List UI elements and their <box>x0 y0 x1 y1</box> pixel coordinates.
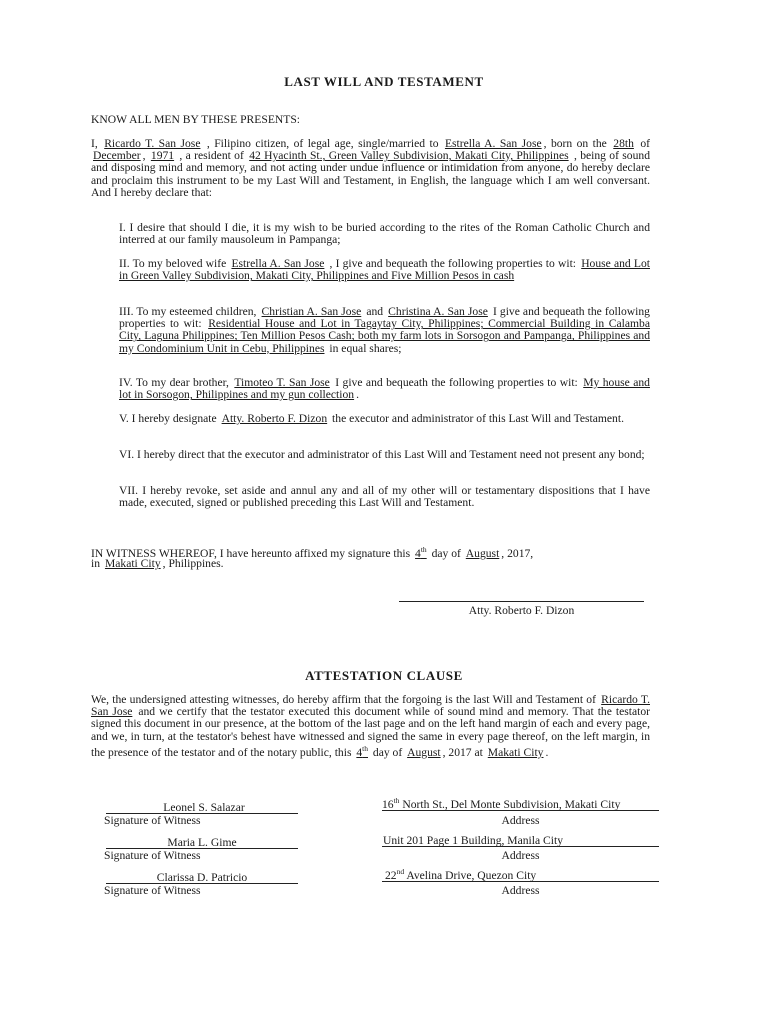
clause-4: IV. To my dear brother, Timoteo T. San Jose I give and bequeath the following properties to wit: My house and lot in Sorsogon, Philippines and my gun collection . <box>119 376 650 402</box>
wife-properties: House and Lot in Green Valley Subdivision, Makati City, Philippines and Five Million Pesos in cash <box>119 257 650 283</box>
clause-5: V. I hereby designate Atty. Roberto F. Dizon the executor and administrator of this Last Will and Testament. <box>119 412 624 425</box>
witness-3-signature-label: Signature of Witness <box>104 884 201 897</box>
witness-whereof-line: IN WITNESS WHEREOF, I have hereunto affixed my signature this 4th day of August , 2017, <box>91 545 534 560</box>
attestation-day: 4th <box>356 743 368 759</box>
testator-signature-name: Atty. Roberto F. Dizon <box>468 604 575 617</box>
sign-month: August <box>465 546 500 560</box>
birth-month: December <box>93 149 141 163</box>
attestation-month: August <box>407 745 441 759</box>
witness-2-address: Unit 201 Page 1 Building, Manila City <box>383 833 564 847</box>
witness-2-address-label: Address <box>501 849 540 862</box>
attestation-title: ATTESTATION CLAUSE <box>305 668 463 683</box>
children-properties: Residential House and Lot in Tagaytay City, Philippines; Commercial Building in Calamba City, Laguna Philippines; Ten Million Pesos Cash; both my farm lots in Sorsogon and Pampanga, Philippines and my Condominium Unit in Cebu, Philippines <box>119 317 650 355</box>
clause-6: VI. I hereby direct that the executor and administrator of this Last Will and Testament need not present any bond; <box>119 448 645 461</box>
sign-city: Makati City <box>104 557 161 570</box>
testator-address: 42 Hyacinth St., Green Valley Subdivision, Makati City, Philippines <box>249 149 569 163</box>
witness-3-address-label: Address <box>501 884 540 897</box>
witness-1-address-label: Address <box>501 814 540 827</box>
testator-signature-line <box>399 601 644 602</box>
sign-place-line: in Makati City , Philippines. <box>91 557 224 570</box>
spouse-name: Estrella A. San Jose <box>444 137 542 150</box>
child-2-name: Christina A. San Jose <box>388 305 488 318</box>
witness-3-name: Clarissa D. Patricio <box>156 871 248 884</box>
attestation-paragraph: We, the undersigned attesting witnesses, do hereby affirm that the forgoing is the last Will and Testament of Ricardo T. San Jose and we certify that the testator executed this document while of sound mind and memory. That the testator signed this document in our presence, at the bottom of the last page and on the left hand margin of each and every page, and we, in turn, at the testator's behest have witnessed and signed the same in every page thereof, on the left margin, in the presence of the testator and of the notary public, this 4th day of August , 2017 at Makati City . <box>91 693 650 759</box>
clause-7: VII. I hereby revoke, set aside and annul any and all of my other will or testamentary dispositions that I have made, executed, signed or published preceding this Last Will and Testament. <box>119 484 650 510</box>
sign-day: 4th <box>415 545 427 560</box>
witness-1-signature-label: Signature of Witness <box>104 814 201 827</box>
attestation-city: Makati City <box>487 745 544 759</box>
witness-1-address-line <box>382 810 659 811</box>
clause-2: II. To my beloved wife Estrella A. San Jose , I give and bequeath the following properties to wit: House and Lot in Green Valley Subdivision, Makati City, Philippines and Five Million Pesos in cash <box>119 257 650 283</box>
attestation-testator-name: Ricardo T. San Jose <box>91 693 650 719</box>
testator-name: Ricardo T. San Jose <box>104 137 201 150</box>
declaration-paragraph: I, Ricardo T. San Jose , Filipino citizen, of legal age, single/married to Estrella A. San Jose , born on the 28th of December , 1971 , a resident of 42 Hyacinth St., Green Valley Subdivision, Makati City, Philippines , being of sound and disposing mind and memory, and not acting under undue influence or intimidation from anyone, do hereby declare and proclaim this instrument to be my Last Will and Testament, in English, the language which I am well conversant. And I hereby declare that: <box>91 137 650 199</box>
witness-2-signature-label: Signature of Witness <box>104 849 201 862</box>
brother-name: Timoteo T. San Jose <box>234 376 330 389</box>
child-1-name: Christian A. San Jose <box>261 305 362 318</box>
clause-1: I. I desire that should I die, it is my wish to be buried according to the rites of the Roman Catholic Church and interred at our family mausoleum in Pampanga; <box>119 221 650 247</box>
witness-3-address: 22nd Avelina Drive, Quezon City <box>385 867 537 882</box>
clause-3: III. To my esteemed children, Christian A. San Jose and Christina A. San Jose I give and bequeath the following properties to wit: Residential House and Lot in Tagaytay City, Philippines; Commercial Building in Calamba City, Laguna Philippines; Ten Million Pesos Cash; both my farm lots in Sorsogon and Pampanga, Philippines and my Condominium Unit in Cebu, Philippines in equal shares; <box>119 305 650 355</box>
witness-1-address: 16th North St., Del Monte Subdivision, Makati City <box>382 796 621 811</box>
witness-1-name: Leonel S. Salazar <box>163 801 245 814</box>
birth-year: 1971 <box>150 149 175 163</box>
know-all-line: KNOW ALL MEN BY THESE PRESENTS: <box>91 113 301 126</box>
document-title: LAST WILL AND TESTAMENT <box>284 74 484 89</box>
witness-2-address-line <box>382 846 659 847</box>
brother-properties: My house and lot in Sorsogon, Philippines and my gun collection <box>119 376 650 402</box>
witness-2-name: Maria L. Gime <box>167 836 237 849</box>
wife-name: Estrella A. San Jose <box>231 257 325 270</box>
executor-name: Atty. Roberto F. Dizon <box>221 412 328 425</box>
witness-3-address-line <box>382 881 659 882</box>
birth-day: 28th <box>613 137 634 150</box>
